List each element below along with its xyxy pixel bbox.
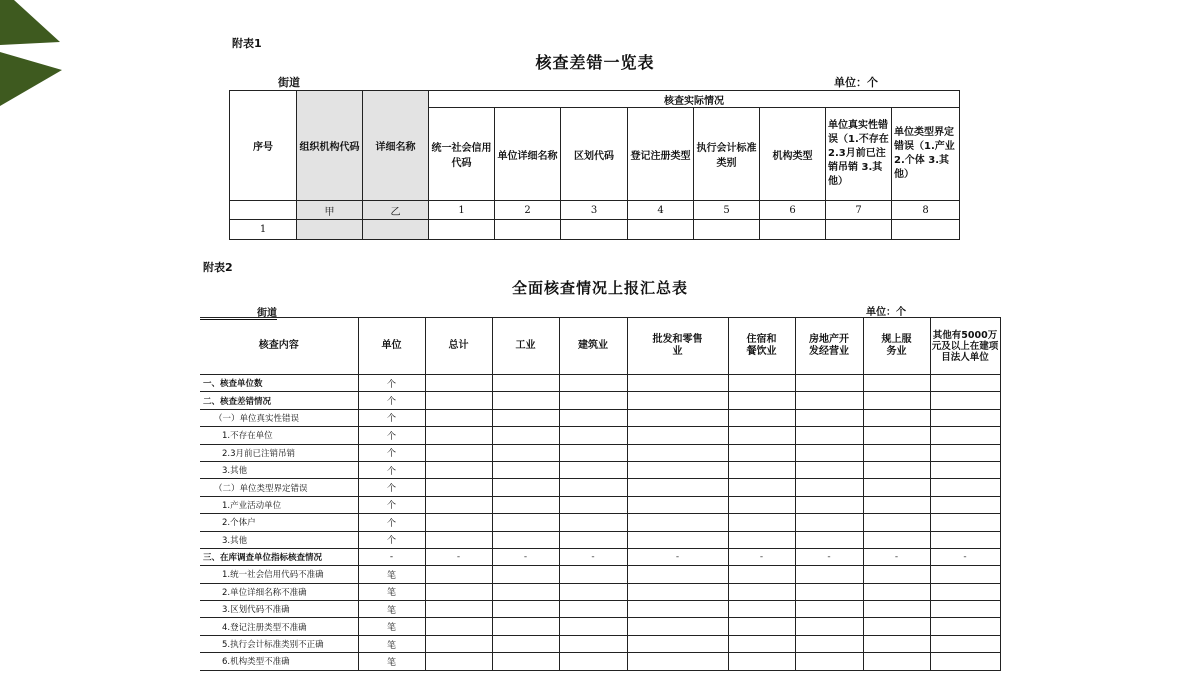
value-cell bbox=[930, 601, 1000, 618]
value-cell bbox=[559, 601, 627, 618]
value-cell bbox=[492, 375, 559, 392]
value-cell bbox=[425, 514, 492, 531]
summary-row bbox=[200, 566, 1000, 583]
value-cell bbox=[863, 583, 930, 600]
value-cell bbox=[492, 479, 559, 496]
summary-row bbox=[200, 618, 1000, 635]
code-cell: 5 bbox=[694, 201, 760, 220]
summary-row bbox=[200, 583, 1000, 600]
value-cell bbox=[492, 635, 559, 652]
header-total: 总计 bbox=[425, 318, 492, 375]
value-cell bbox=[627, 479, 728, 496]
value-cell bbox=[627, 531, 728, 548]
header-wholesale-retail: 批发和零售业 bbox=[627, 318, 728, 375]
value-cell bbox=[795, 514, 863, 531]
value-cell bbox=[425, 635, 492, 652]
row-unit: - bbox=[358, 548, 425, 565]
value-cell bbox=[795, 601, 863, 618]
value-cell bbox=[492, 566, 559, 583]
code-cell: 3 bbox=[561, 201, 628, 220]
value-cell bbox=[863, 635, 930, 652]
summary-row bbox=[200, 601, 1000, 618]
value-cell bbox=[627, 392, 728, 409]
row-item-label: 6.机构类型不准确 bbox=[200, 653, 358, 670]
table1-title: 核查差错一览表 bbox=[535, 53, 655, 72]
value-cell bbox=[795, 479, 863, 496]
summary-row bbox=[200, 409, 1000, 426]
row-item-label: 2.单位详细名称不准确 bbox=[200, 583, 358, 600]
row-item-label: 4.登记注册类型不准确 bbox=[200, 618, 358, 635]
row-item-label: 三、在库调查单位指标核查情况 bbox=[200, 548, 358, 565]
summary-row bbox=[200, 531, 1000, 548]
value-cell bbox=[425, 409, 492, 426]
value-cell bbox=[795, 618, 863, 635]
value-cell bbox=[728, 566, 795, 583]
value-cell bbox=[425, 583, 492, 600]
summary-row bbox=[200, 375, 1000, 392]
value-cell bbox=[930, 531, 1000, 548]
value-cell bbox=[425, 531, 492, 548]
empty-cell bbox=[892, 220, 960, 240]
value-cell bbox=[795, 392, 863, 409]
header-industry: 工业 bbox=[492, 318, 559, 375]
row-unit: 个 bbox=[358, 444, 425, 461]
header-unit-detail-name: 单位详细名称 bbox=[495, 108, 561, 201]
value-cell bbox=[728, 409, 795, 426]
value-cell bbox=[863, 392, 930, 409]
code-cell: 2 bbox=[495, 201, 561, 220]
value-cell bbox=[425, 444, 492, 461]
value-cell bbox=[863, 653, 930, 670]
value-cell bbox=[930, 496, 1000, 513]
value-cell bbox=[728, 531, 795, 548]
summary-row bbox=[200, 461, 1000, 478]
table1-label: 附表1 bbox=[232, 37, 262, 50]
row-item-label: 2.3月前已注销吊销 bbox=[200, 444, 358, 461]
value-cell bbox=[863, 496, 930, 513]
empty-cell bbox=[826, 220, 892, 240]
value-cell bbox=[728, 479, 795, 496]
value-cell bbox=[863, 409, 930, 426]
table1-street: 街道 bbox=[232, 74, 300, 91]
value-cell bbox=[492, 618, 559, 635]
value-cell bbox=[627, 444, 728, 461]
value-cell bbox=[492, 514, 559, 531]
empty-cell bbox=[495, 220, 561, 240]
value-cell bbox=[728, 601, 795, 618]
value-cell bbox=[627, 653, 728, 670]
value-cell bbox=[930, 653, 1000, 670]
value-cell bbox=[863, 444, 930, 461]
value-cell bbox=[559, 653, 627, 670]
value-cell bbox=[795, 444, 863, 461]
row-item-label: 一、核查单位数 bbox=[200, 375, 358, 392]
row-item-label: 1.统一社会信用代码不准确 bbox=[200, 566, 358, 583]
value-cell bbox=[930, 635, 1000, 652]
value-cell bbox=[559, 514, 627, 531]
value-cell bbox=[425, 566, 492, 583]
value-cell bbox=[627, 409, 728, 426]
header-detail-name: 详细名称 bbox=[363, 91, 429, 201]
value-cell bbox=[559, 479, 627, 496]
value-cell bbox=[627, 601, 728, 618]
header-org-type: 机构类型 bbox=[760, 108, 826, 201]
row-unit: 个 bbox=[358, 375, 425, 392]
value-cell bbox=[492, 392, 559, 409]
row-item-label: （二）单位类型界定错误 bbox=[200, 479, 358, 496]
row-unit: 个 bbox=[358, 514, 425, 531]
header-content: 核查内容 bbox=[200, 318, 358, 375]
empty-cell bbox=[429, 220, 495, 240]
value-cell bbox=[492, 461, 559, 478]
value-cell bbox=[795, 375, 863, 392]
code-cell: 乙 bbox=[363, 201, 429, 220]
value-cell bbox=[728, 427, 795, 444]
code-cell: 6 bbox=[760, 201, 826, 220]
verification-summary-table bbox=[200, 317, 1001, 671]
summary-row bbox=[200, 548, 1000, 565]
value-cell bbox=[795, 496, 863, 513]
value-cell bbox=[492, 583, 559, 600]
header-seq: 序号 bbox=[230, 91, 297, 201]
value-cell bbox=[795, 653, 863, 670]
code-cell: 8 bbox=[892, 201, 960, 220]
value-cell bbox=[559, 618, 627, 635]
header-unit-type-error: 单位类型界定错误（1.产业 2.个体 3.其他） bbox=[892, 108, 960, 201]
value-cell bbox=[559, 427, 627, 444]
summary-row bbox=[200, 392, 1000, 409]
value-cell bbox=[492, 427, 559, 444]
value-cell bbox=[863, 461, 930, 478]
row-unit: 笔 bbox=[358, 601, 425, 618]
code-cell: 7 bbox=[826, 201, 892, 220]
summary-row bbox=[200, 496, 1000, 513]
value-cell bbox=[425, 601, 492, 618]
value-cell bbox=[492, 409, 559, 426]
row-unit: 个 bbox=[358, 479, 425, 496]
value-cell: - bbox=[930, 548, 1000, 565]
header-construction: 建筑业 bbox=[559, 318, 627, 375]
decorative-chevron-icon bbox=[0, 0, 70, 110]
value-cell bbox=[425, 392, 492, 409]
value-cell bbox=[863, 514, 930, 531]
summary-row bbox=[200, 514, 1000, 531]
row-item-label: 1.产业活动单位 bbox=[200, 496, 358, 513]
value-cell bbox=[795, 461, 863, 478]
value-cell bbox=[863, 618, 930, 635]
header-hospitality: 住宿和餐饮业 bbox=[728, 318, 795, 375]
value-cell bbox=[795, 583, 863, 600]
header-actual-status: 核查实际情况 bbox=[429, 91, 960, 108]
value-cell bbox=[930, 583, 1000, 600]
data-row-seq: 1 bbox=[230, 220, 297, 240]
value-cell bbox=[728, 375, 795, 392]
value-cell bbox=[728, 635, 795, 652]
header-real-estate: 房地产开发经营业 bbox=[795, 318, 863, 375]
value-cell: - bbox=[627, 548, 728, 565]
row-unit: 笔 bbox=[358, 566, 425, 583]
row-unit: 笔 bbox=[358, 618, 425, 635]
summary-row bbox=[200, 444, 1000, 461]
value-cell bbox=[863, 479, 930, 496]
table2-title: 全面核查情况上报汇总表 bbox=[511, 279, 688, 297]
value-cell bbox=[930, 427, 1000, 444]
value-cell bbox=[863, 375, 930, 392]
row-item-label: 3.其他 bbox=[200, 531, 358, 548]
empty-cell bbox=[297, 220, 363, 240]
value-cell bbox=[425, 375, 492, 392]
value-cell bbox=[728, 461, 795, 478]
empty-cell bbox=[760, 220, 826, 240]
value-cell bbox=[863, 601, 930, 618]
value-cell bbox=[930, 618, 1000, 635]
value-cell bbox=[930, 375, 1000, 392]
value-cell bbox=[559, 496, 627, 513]
value-cell bbox=[930, 392, 1000, 409]
value-cell bbox=[627, 427, 728, 444]
value-cell bbox=[425, 618, 492, 635]
header-accounting: 执行会计标准类别 bbox=[694, 108, 760, 201]
empty-cell bbox=[363, 220, 429, 240]
value-cell bbox=[492, 601, 559, 618]
row-item-label: 2.个体户 bbox=[200, 514, 358, 531]
value-cell bbox=[492, 531, 559, 548]
row-unit: 笔 bbox=[358, 653, 425, 670]
value-cell bbox=[627, 375, 728, 392]
empty-cell bbox=[694, 220, 760, 240]
header-reg-type: 登记注册类型 bbox=[628, 108, 694, 201]
value-cell bbox=[425, 479, 492, 496]
value-cell bbox=[492, 653, 559, 670]
value-cell: - bbox=[728, 548, 795, 565]
value-cell bbox=[559, 531, 627, 548]
value-cell bbox=[795, 427, 863, 444]
value-cell bbox=[559, 375, 627, 392]
value-cell bbox=[728, 618, 795, 635]
value-cell bbox=[627, 496, 728, 513]
summary-row bbox=[200, 427, 1000, 444]
value-cell bbox=[728, 514, 795, 531]
value-cell bbox=[863, 427, 930, 444]
row-unit: 个 bbox=[358, 392, 425, 409]
value-cell bbox=[795, 409, 863, 426]
value-cell bbox=[795, 566, 863, 583]
value-cell bbox=[795, 635, 863, 652]
empty-cell bbox=[561, 220, 628, 240]
row-unit: 笔 bbox=[358, 635, 425, 652]
header-credit-code: 统一社会信用代码 bbox=[429, 108, 495, 201]
value-cell: - bbox=[795, 548, 863, 565]
value-cell bbox=[728, 444, 795, 461]
value-cell: - bbox=[425, 548, 492, 565]
row-unit: 个 bbox=[358, 531, 425, 548]
code-cell: 4 bbox=[628, 201, 694, 220]
summary-row bbox=[200, 635, 1000, 652]
row-item-label: （一）单位真实性错误 bbox=[200, 409, 358, 426]
value-cell bbox=[492, 444, 559, 461]
value-cell bbox=[425, 461, 492, 478]
value-cell bbox=[627, 566, 728, 583]
value-cell bbox=[627, 635, 728, 652]
code-cell: 甲 bbox=[297, 201, 363, 220]
header-org-code: 组织机构代码 bbox=[297, 91, 363, 201]
value-cell bbox=[559, 461, 627, 478]
row-unit: 个 bbox=[358, 409, 425, 426]
value-cell bbox=[930, 566, 1000, 583]
row-item-label: 3.区划代码不准确 bbox=[200, 601, 358, 618]
header-services: 规上服务业 bbox=[863, 318, 930, 375]
value-cell bbox=[559, 444, 627, 461]
row-unit: 个 bbox=[358, 496, 425, 513]
value-cell bbox=[863, 531, 930, 548]
value-cell bbox=[728, 392, 795, 409]
code-row-seq bbox=[230, 201, 297, 220]
value-cell: - bbox=[559, 548, 627, 565]
row-unit: 笔 bbox=[358, 583, 425, 600]
value-cell: - bbox=[492, 548, 559, 565]
value-cell bbox=[627, 618, 728, 635]
value-cell bbox=[425, 653, 492, 670]
header-authenticity-error: 单位真实性错误（1.不存在 2.3月前已注销吊销 3.其他） bbox=[826, 108, 892, 201]
value-cell bbox=[425, 427, 492, 444]
row-unit: 个 bbox=[358, 461, 425, 478]
value-cell bbox=[559, 392, 627, 409]
value-cell bbox=[728, 496, 795, 513]
value-cell bbox=[930, 444, 1000, 461]
value-cell: - bbox=[863, 548, 930, 565]
value-cell bbox=[728, 653, 795, 670]
value-cell bbox=[559, 409, 627, 426]
value-cell bbox=[425, 496, 492, 513]
code-cell: 1 bbox=[429, 201, 495, 220]
row-item-label: 1.不存在单位 bbox=[200, 427, 358, 444]
value-cell bbox=[930, 514, 1000, 531]
row-item-label: 5.执行会计标准类别不正确 bbox=[200, 635, 358, 652]
summary-row bbox=[200, 653, 1000, 670]
value-cell bbox=[930, 461, 1000, 478]
value-cell bbox=[627, 514, 728, 531]
table2-label: 附表2 bbox=[203, 261, 233, 274]
value-cell bbox=[627, 461, 728, 478]
header-area-code: 区划代码 bbox=[561, 108, 628, 201]
value-cell bbox=[930, 409, 1000, 426]
value-cell bbox=[795, 531, 863, 548]
value-cell bbox=[728, 583, 795, 600]
table2-street: 街道 bbox=[200, 304, 277, 320]
table1-unit: 单位：个 bbox=[834, 76, 878, 89]
header-unit: 单位 bbox=[358, 318, 425, 375]
table2-unit: 单位：个 bbox=[866, 307, 906, 318]
value-cell bbox=[627, 583, 728, 600]
empty-cell bbox=[628, 220, 694, 240]
summary-row bbox=[200, 479, 1000, 496]
value-cell bbox=[863, 566, 930, 583]
row-item-label: 二、核查差错情况 bbox=[200, 392, 358, 409]
value-cell bbox=[559, 583, 627, 600]
row-item-label: 3.其他 bbox=[200, 461, 358, 478]
row-unit: 个 bbox=[358, 427, 425, 444]
verification-error-table bbox=[229, 90, 960, 240]
value-cell bbox=[930, 479, 1000, 496]
value-cell bbox=[559, 566, 627, 583]
value-cell bbox=[559, 635, 627, 652]
header-other-projects: 其他有5000万元及以上在建项目法人单位 bbox=[930, 318, 1000, 375]
value-cell bbox=[492, 496, 559, 513]
